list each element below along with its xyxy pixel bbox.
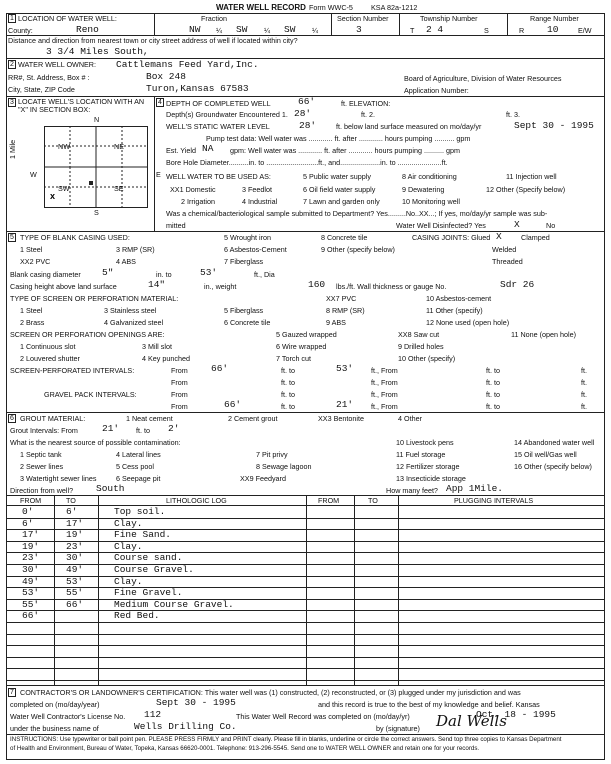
pump-test-line: Pump test data: Well water was ............ ft. after ............ hours pumping .......... gpm — [206, 134, 471, 143]
opening-5: 5 Gauzed wrapped — [276, 330, 337, 339]
threaded-label: Threaded — [492, 257, 523, 266]
rule — [6, 13, 7, 760]
section-number-value: 3 — [356, 24, 362, 35]
welded-label: Welded — [492, 245, 517, 254]
how-many-label: How many feet? — [386, 486, 438, 495]
log-cell-from: 0' — [22, 506, 34, 517]
rule — [6, 529, 605, 530]
openings-label: SCREEN OR PERFORATION OPENINGS ARE: — [10, 330, 165, 339]
contam-4: 4 Lateral lines — [116, 450, 161, 459]
log-cell-desc: Medium Course Gravel. — [114, 598, 234, 610]
use-9: 9 Dewatering — [402, 185, 445, 194]
chem-line-2: mitted — [166, 221, 186, 230]
log-cell-desc: Clay. — [114, 575, 143, 587]
township-value: 2 4 — [426, 24, 444, 35]
rule — [6, 564, 605, 565]
record-completed-date: Oct. 18 - 1995 — [476, 709, 556, 720]
certification-line-2: and this record is true to the best of my knowledge and belief. Kansas — [318, 700, 540, 709]
log-cell-from: 55' — [22, 598, 40, 610]
opening-11: 11 None (open hole) — [511, 330, 576, 339]
range-ew: E/W — [578, 26, 592, 35]
svg-text:x: x — [50, 191, 56, 201]
county-label: County: — [8, 26, 33, 35]
fraction-3: SW — [284, 24, 296, 35]
log-cell-to: 6' — [66, 506, 78, 517]
rule — [6, 412, 605, 413]
est-yield-label: Est. Yield — [166, 146, 196, 155]
gp-to2-label: ft. to — [486, 390, 500, 399]
log-cell-desc: Top soil. — [114, 506, 166, 517]
contam-12: 12 Fertilizer storage — [396, 462, 460, 471]
instructions-line-2: of Health and Environment, Bureau of Water, Topeka, Kansas 66620-0001. Telephone: 913-296-5545. Send one to WATER WELL OWNER and retain one for your records. — [10, 745, 480, 752]
grout-to-label: ft. to — [136, 426, 150, 435]
use-5: 5 Public water supply — [303, 172, 371, 181]
grout-1: 1 Neat cement — [126, 414, 173, 423]
gp-row2-to: ft. to — [281, 402, 295, 411]
rule — [6, 58, 605, 59]
contam-3: 3 Watertight sewer lines — [20, 474, 97, 483]
section-number-6: 6 — [8, 414, 16, 423]
grout-intervals-label: Grout Intervals: From — [10, 426, 78, 435]
casing-4: 4 ABS — [116, 257, 136, 266]
elevation-label: ft. ELEVATION: — [341, 99, 391, 108]
contam-7: 7 Pit privy — [256, 450, 288, 459]
grout-to-value: 2' — [168, 423, 180, 434]
use-1: XX1 Domestic — [170, 185, 216, 194]
rule — [6, 668, 605, 669]
use-12: 12 Other (Specify below) — [486, 185, 566, 194]
contam-16: 16 Other (specify below) — [514, 462, 592, 471]
log-header-from: FROM — [20, 496, 42, 505]
rule — [6, 541, 605, 542]
log-cell-to: 30' — [66, 552, 84, 564]
chem-line: Was a chemical/bacteriological sample submitted to Department? Yes.........No..XX...; If yes, mo/day/yr sample was sub- — [166, 209, 548, 218]
fraction-label: Fraction — [201, 14, 227, 23]
contam-10: 10 Livestock pens — [396, 438, 454, 447]
log-cell-from: 23' — [22, 552, 40, 564]
contam-15: 15 Oil well/Gas well — [514, 450, 577, 459]
gp-row2-to2: ft. to — [486, 402, 500, 411]
joints-label: CASING JOINTS: Glued — [412, 233, 491, 242]
distance-label: Distance and direction from nearest town or city street address of well if located within city? — [8, 36, 298, 45]
contam-9: XX9 Feedyard — [240, 474, 286, 483]
rule — [6, 759, 605, 760]
license-label: Water Well Contractor's License No. — [10, 712, 126, 721]
use-10: 10 Monitoring well — [402, 197, 460, 206]
application-label: Application Number: — [404, 86, 469, 95]
contam-8: 8 Sewage lagoon — [256, 462, 312, 471]
grout-4: 4 Other — [398, 414, 422, 423]
distance-value: 3 3/4 Miles South, — [46, 46, 149, 57]
casing-6: 6 Asbestos-Cement — [224, 245, 287, 254]
rule — [604, 13, 605, 760]
sp-from-2-label: ft., From — [371, 366, 398, 375]
address-value: Box 248 — [146, 71, 186, 82]
gp-row2-from: From — [171, 402, 188, 411]
opening-7: 7 Torch cut — [276, 354, 312, 363]
contam-6: 6 Seepage pit — [116, 474, 161, 483]
rule — [331, 13, 332, 35]
casing-8: 8 Concrete tile — [321, 233, 368, 242]
range-r: R — [519, 26, 525, 35]
sp-row2-ft: ft. — [581, 378, 587, 387]
contam-11: 11 Fuel storage — [396, 450, 446, 459]
gauge-value: Sdr 26 — [500, 279, 535, 290]
range-value: 10 — [547, 24, 559, 35]
locate-label: LOCATE WELL'S LOCATION WITH AN "X" IN SECTION BOX: — [18, 97, 145, 114]
static-label: WELL'S STATIC WATER LEVEL — [166, 122, 270, 131]
log-cell-desc: Fine Sand. — [114, 529, 172, 541]
use-11: 11 Injection well — [506, 172, 557, 181]
compass-s: S — [94, 208, 99, 217]
fraction-1: NW — [189, 24, 201, 35]
casing-9: 9 Other (specify below) — [321, 245, 395, 254]
log-cell-desc: Red Bed. — [114, 610, 160, 622]
section-grid-icon — [44, 126, 148, 208]
disinfected-label: Water Well Disinfected? Yes — [396, 221, 486, 230]
contam-13: 13 Insecticide storage — [396, 474, 466, 483]
signature: Dal Wells — [436, 712, 507, 730]
opening-3: 3 Mill slot — [142, 342, 172, 351]
log-cell-from: 30' — [22, 564, 40, 575]
signature-label: by (signature) — [376, 724, 420, 733]
log-header-plugging: PLUGGING INTERVALS — [454, 496, 534, 505]
rule — [6, 685, 605, 686]
weight-value: 160 — [308, 279, 326, 290]
completed-label: completed on (mo/day/year) — [10, 700, 100, 709]
screen-5: 5 Fiberglass — [224, 306, 264, 315]
sp-from-label: From — [171, 366, 188, 375]
log-header-lithologic: LITHOLOGIC LOG — [166, 496, 227, 505]
rule — [507, 13, 508, 35]
city-value: Turon,Kansas 67583 — [146, 83, 249, 94]
diameter-value: 5" — [102, 267, 114, 278]
rule — [6, 680, 605, 681]
log-cell-to: 17' — [66, 517, 84, 529]
screen-label: TYPE OF SCREEN OR PERFORATION MATERIAL: — [10, 294, 179, 303]
grout-3: XX3 Bentonite — [318, 414, 364, 423]
height-label: Casing height above land surface — [10, 282, 117, 291]
disinfected-no: No — [546, 221, 556, 230]
grout-from-value: 21' — [102, 423, 120, 434]
glued-x: X — [496, 231, 502, 242]
section-number-label: Section Number — [337, 14, 389, 23]
quarter-mark: ¼ — [216, 26, 222, 35]
grout-label: GROUT MATERIAL: — [20, 414, 86, 423]
section-number-2: 2 — [8, 60, 16, 69]
rule — [6, 231, 605, 232]
opening-8: XX8 Saw cut — [398, 330, 440, 339]
groundwater-value: 28' — [294, 108, 312, 119]
section-number-3: 3 — [8, 98, 16, 107]
log-cell-to: 66' — [66, 598, 84, 610]
screen-12: 12 None used (open hole) — [426, 318, 510, 327]
log-cell-to: 55' — [66, 587, 84, 599]
grout-2: 2 Cement grout — [228, 414, 278, 423]
how-many-value: App 1Mile. — [446, 483, 504, 494]
direction-label: Direction from well? — [10, 486, 74, 495]
gp-from-value: 66' — [224, 399, 242, 410]
range-label: Range Number — [530, 14, 579, 23]
rule — [399, 13, 400, 35]
section-number-5: 5 — [8, 233, 16, 242]
diameter-to: in. to — [156, 270, 172, 279]
screen-8: 8 RMP (SR) — [326, 306, 365, 315]
rule — [6, 552, 605, 553]
direction-value: South — [96, 483, 125, 494]
log-cell-from: 6' — [22, 517, 34, 529]
est-yield-rest: gpm: Well water was ............ ft. after ............ hours pumping .......... gpm — [230, 146, 460, 155]
screen-3: 3 Stainless steel — [104, 306, 157, 315]
screen-intervals-label: SCREEN-PERFORATED INTERVALS: — [10, 366, 135, 375]
location-label: LOCATION OF WATER WELL: — [18, 14, 117, 23]
use-label: WELL WATER TO BE USED AS: — [166, 172, 271, 181]
casing-3: 3 RMP (SR) — [116, 245, 155, 254]
opening-9: 9 Drilled holes — [398, 342, 444, 351]
township-s: S — [484, 26, 489, 35]
log-cell-to: 19' — [66, 529, 84, 541]
screen-6: 6 Concrete tile — [224, 318, 271, 327]
gauge-label: lbs./ft. Wall thickness or gauge No. — [336, 282, 447, 291]
sp-ft-label: ft. — [581, 366, 587, 375]
sp-row2-to2: ft. to — [486, 378, 500, 387]
log-cell-desc: Clay. — [114, 517, 143, 529]
height-value: 14" — [148, 279, 166, 290]
gp-ft-label: ft. — [581, 390, 587, 399]
screen-4: 4 Galvanized steel — [104, 318, 164, 327]
static-rest-label: ft. below land surface measured on mo/day/yr — [336, 122, 482, 131]
business-label: under the business name of — [10, 724, 99, 733]
contam-2: 2 Sewer lines — [20, 462, 64, 471]
quarter-mark: ¼ — [264, 26, 270, 35]
section-number-1: 1 — [8, 14, 16, 23]
screen-2: 2 Brass — [20, 318, 45, 327]
casing-7: 7 Fiberglass — [224, 257, 264, 266]
contam-1: 1 Septic tank — [20, 450, 62, 459]
rule — [154, 96, 155, 231]
rule — [154, 13, 155, 35]
completed-date: Sept 30 - 1995 — [156, 697, 236, 708]
sp-to-label: ft. to — [281, 366, 295, 375]
disinfected-x: X — [514, 219, 520, 230]
screen-10: 10 Asbestos-cement — [426, 294, 492, 303]
depth-value: 66' — [298, 96, 316, 107]
quadrant-sw: SW — [58, 184, 70, 193]
log-cell-desc: Fine Gravel. — [114, 587, 183, 599]
township-t: T — [410, 26, 415, 35]
rule — [6, 610, 605, 611]
contamination-label: What is the nearest source of possible contamination: — [10, 438, 181, 447]
compass-n: N — [94, 115, 100, 124]
opening-4: 4 Key punched — [142, 354, 190, 363]
screen-11: 11 Other (specify) — [426, 306, 483, 315]
mile-label: 1 Mile — [8, 139, 17, 159]
section-number-7: 7 — [8, 688, 16, 697]
section-number-4: 4 — [156, 98, 164, 107]
owner-value: Cattlemans Feed Yard,Inc. — [116, 59, 259, 70]
sp-from-value: 66' — [211, 363, 229, 374]
board-label: Board of Agriculture, Division of Water Resources — [404, 74, 562, 83]
log-cell-from: 19' — [22, 540, 40, 552]
log-header-from-2: FROM — [318, 496, 340, 505]
static-value: 28' — [299, 120, 317, 131]
license-value: 112 — [144, 709, 162, 720]
rule — [6, 645, 605, 646]
quadrant-ne: NE — [114, 142, 124, 151]
form-number: Form WWC-5 — [309, 3, 353, 12]
address-label: RR#, St. Address, Box # : — [8, 73, 90, 82]
groundwater-label: Depth(s) Groundwater Encountered 1. — [166, 110, 288, 119]
rule — [6, 576, 605, 577]
compass-w: W — [30, 170, 37, 179]
gravel-pack-label: GRAVEL PACK INTERVALS: — [44, 390, 137, 399]
opening-6: 6 Wire wrapped — [276, 342, 327, 351]
use-2: 2 Irrigation — [181, 197, 215, 206]
ft-2-label: ft. 2. — [361, 110, 375, 119]
log-cell-desc: Course sand. — [114, 552, 183, 564]
gp-from2-label: ft., From — [371, 390, 398, 399]
screen-1: 1 Steel — [20, 306, 43, 315]
sp-to-2-label: ft. to — [486, 366, 500, 375]
log-cell-to: 49' — [66, 564, 84, 575]
instructions-line-1: INSTRUCTIONS: Use typewriter or ball point pen. PLEASE PRESS FIRMLY and PRINT clearly. Please fill in blanks, underline or circle the correct answers. Send top three copies to Kansas Department — [10, 736, 562, 743]
owner-label: WATER WELL OWNER: — [18, 60, 96, 69]
opening-1: 1 Continuous slot — [20, 342, 76, 351]
rule — [6, 657, 605, 658]
log-cell-from: 17' — [22, 529, 40, 541]
sp-to-value: 53' — [336, 363, 354, 374]
casing-1: 1 Steel — [20, 245, 43, 254]
sp-row2-from: From — [171, 378, 188, 387]
quarter-mark: ¼ — [312, 26, 318, 35]
log-cell-to: 23' — [66, 540, 84, 552]
contam-14: 14 Abandoned water well — [514, 438, 595, 447]
use-4: 4 Industrial — [242, 197, 278, 206]
casing-5: 5 Wrought iron — [224, 233, 272, 242]
rule — [6, 518, 605, 519]
screen-7: XX7 PVC — [326, 294, 357, 303]
gp-to-label: ft. to — [281, 390, 295, 399]
business-value: Wells Drilling Co. — [134, 721, 237, 732]
fraction-2: SW — [236, 24, 248, 35]
opening-10: 10 Other (specify) — [398, 354, 456, 363]
gp-from-label: From — [171, 390, 188, 399]
diameter-dia: ft., Dia — [254, 270, 275, 279]
est-yield-value: NA — [202, 143, 214, 154]
gp-row2-ft: ft. — [581, 402, 587, 411]
form-title: WATER WELL RECORD — [216, 3, 306, 12]
sp-row2-from2: ft., From — [371, 378, 398, 387]
log-cell-desc: Course Gravel. — [114, 564, 194, 575]
county-value: Reno — [76, 24, 99, 35]
rule — [6, 622, 605, 623]
clamped-label: Clamped — [521, 233, 550, 242]
log-cell-from: 53' — [22, 587, 40, 599]
bore-hole-line: Bore Hole Diameter..........in. to ..........................ft., and....................in. to ......................ft. — [166, 158, 448, 167]
opening-2: 2 Louvered shutter — [20, 354, 80, 363]
rule — [6, 599, 605, 600]
log-cell-to: 53' — [66, 575, 84, 587]
log-cell-desc: Clay. — [114, 540, 143, 552]
use-6: 6 Oil field water supply — [303, 185, 376, 194]
log-header-to-2: TO — [368, 496, 378, 505]
rule — [6, 734, 605, 735]
weight-label: in., weight — [204, 282, 237, 291]
use-8: 8 Air conditioning — [402, 172, 457, 181]
quadrant-se: SE — [114, 184, 124, 193]
gp-to-value: 21' — [336, 399, 354, 410]
ft-3-label: ft. 3. — [506, 110, 520, 119]
rule — [6, 587, 605, 588]
water-well-record-form — [6, 4, 605, 760]
sp-row2-to: ft. to — [281, 378, 295, 387]
quadrant-nw: NW — [58, 142, 70, 151]
diameter-label: Blank casing diameter — [10, 270, 81, 279]
casing-label: TYPE OF BLANK CASING USED: — [20, 233, 130, 242]
log-cell-from: 66' — [22, 610, 40, 622]
rule — [6, 634, 605, 635]
ksa-number: KSA 82a-1212 — [371, 3, 418, 12]
diameter-to-value: 53' — [200, 267, 218, 278]
casing-2: XX2 PVC — [20, 257, 51, 266]
city-label: City, State, ZIP Code — [8, 85, 75, 94]
certification-line-1: CONTRACTOR'S OR LANDOWNER'S CERTIFICATION: This water well was (1) constructed, (2) reconstructed, or (3) plugged under my jurisdiction and was — [20, 688, 521, 697]
use-7: 7 Lawn and garden only — [303, 197, 380, 206]
record-completed-label: This Water Well Record was completed on (mo/day/yr) — [236, 712, 410, 721]
log-header-to: TO — [66, 496, 76, 505]
contam-5: 5 Cess pool — [116, 462, 154, 471]
compass-e: E — [156, 170, 161, 179]
screen-9: 9 ABS — [326, 318, 346, 327]
gp-row2-from2: ft., From — [371, 402, 398, 411]
static-date: Sept 30 - 1995 — [514, 120, 594, 131]
log-cell-from: 49' — [22, 575, 40, 587]
township-label: Township Number — [420, 14, 478, 23]
depth-label: DEPTH OF COMPLETED WELL — [166, 99, 271, 108]
use-3: 3 Feedlot — [242, 185, 272, 194]
